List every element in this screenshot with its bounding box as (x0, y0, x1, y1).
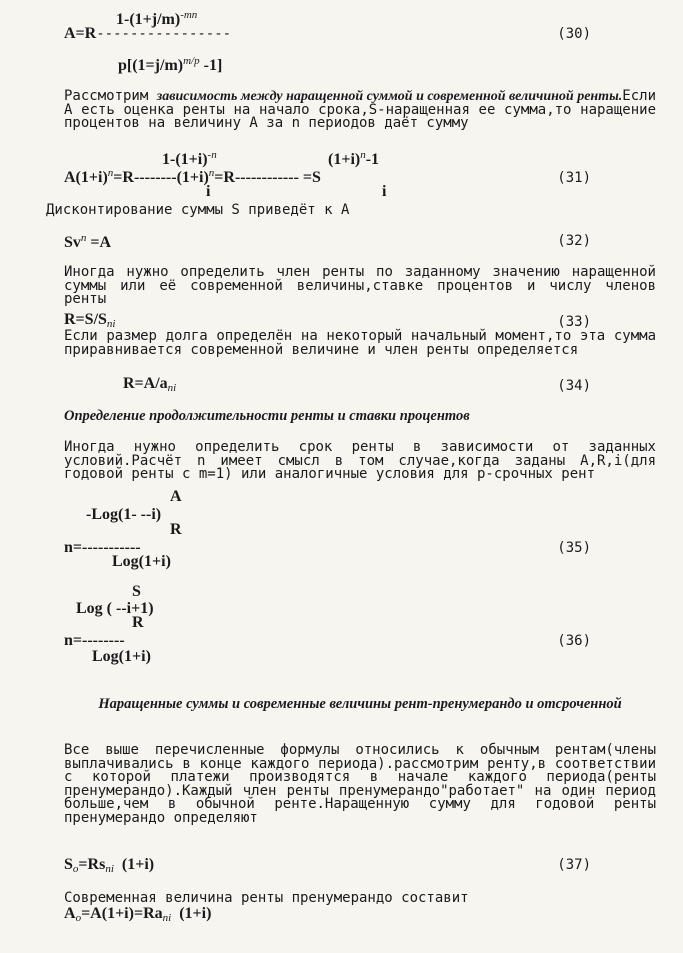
f36-lhs: n=-------- (64, 632, 125, 649)
f34-number: (34) (557, 378, 591, 394)
f31-main: $A(1+i)^n=R--------(1+i)^n=R------------ =S$ (64, 167, 321, 186)
f33-formula: $R=S/S_{ni}$ (64, 311, 116, 330)
f36-S: S (132, 583, 141, 600)
paragraph-7: Современная величина ренты пренумерандо составит (64, 890, 469, 906)
f30-numerator: $1-(1+j/m)^{-mn}$ (116, 9, 198, 28)
f36-den: Log(1+i) (92, 648, 151, 665)
paragraph-5: Иногда нужно определить срок ренты в зависимости от заданных условий.Расчёт n имеет смысл в том случае,когда заданы A,R,i(для годовой ренты с m=1) или аналогичные условия для p-срочных рент (64, 439, 656, 482)
paragraph-3: Иногда нужно определить член ренты по заданному значению наращенной суммы или её современной величины,ставке процентов и числу членов ренты (64, 264, 656, 307)
f35-lhs: n=----------- (64, 539, 141, 556)
f34-formula: $R=A/a_{ni}$ (123, 375, 177, 394)
f36-line1: Log ( --i+1) (76, 600, 154, 617)
f35-line1: -Log(1- --i) (86, 506, 162, 523)
f32-formula: $Sv^n =A$ (64, 232, 112, 251)
f35-R: R (170, 521, 182, 538)
section-heading-duration: Определение продолжительности ренты и ставки процентов (64, 408, 470, 424)
f30-lhs: A=R---------------- (64, 25, 232, 42)
f31-i2: i (382, 183, 387, 200)
f35-number: (35) (557, 540, 591, 556)
paragraph-1: Рассмотрим зависимость между наращенной суммой и современной величиной ренты.Если А есть оценка ренты на начало срока,S-наращенная ее сумма,то наращение процентов на величину А за n периодов даёт сумму (64, 88, 657, 131)
f37-formula: $S_o=Rs_{ni}$ (1+i) (64, 856, 155, 875)
f36-number: (36) (557, 633, 591, 649)
f33-number: (33) (557, 314, 591, 330)
f32-number: (32) (557, 233, 591, 249)
paragraph-4: Если размер долга определён на некоторый начальный момент,то эта сумма приравнивается современной величине и член ренты определяется (64, 328, 656, 358)
f31-number: (31) (557, 170, 591, 186)
paragraph-6: Все выше перечисленные формулы относились к обычным рентам(члены выплачивались в конце каждого периода).рассмотрим ренту,в соответствии с которой платежи производятся в начале каждого периода(ренты пренумерандо).Каждый член ренты пренумерандо"работает" на один период больше,чем в обычной ренте.Наращенную сумму для годовой ренты пренумерандо определяют (64, 742, 656, 826)
f36-R: R (132, 614, 144, 631)
paragraph-2: Дисконтирование суммы S приведёт к А (46, 202, 350, 218)
f31-i1: i (206, 183, 211, 200)
f35-den: Log(1+i) (112, 553, 171, 570)
section-heading-prenumerando: Наращенные суммы и современные величины рент-пренумерандо и отсроченной (98, 696, 622, 712)
f37-number: (37) (557, 857, 591, 873)
f31-top2: $(1+i)^n-1$ (328, 149, 380, 168)
f35-A: A (170, 488, 182, 505)
f38-formula: $A_o=A(1+i)=Ra_{ni}$ (1+i) (64, 905, 212, 924)
f30-number: (30) (557, 26, 591, 42)
f31-top1: $1-(1+i)^{-n}$ (162, 149, 217, 168)
f30-denominator: p[(1=j/m)$^{m/p}$ -1] (118, 55, 223, 74)
